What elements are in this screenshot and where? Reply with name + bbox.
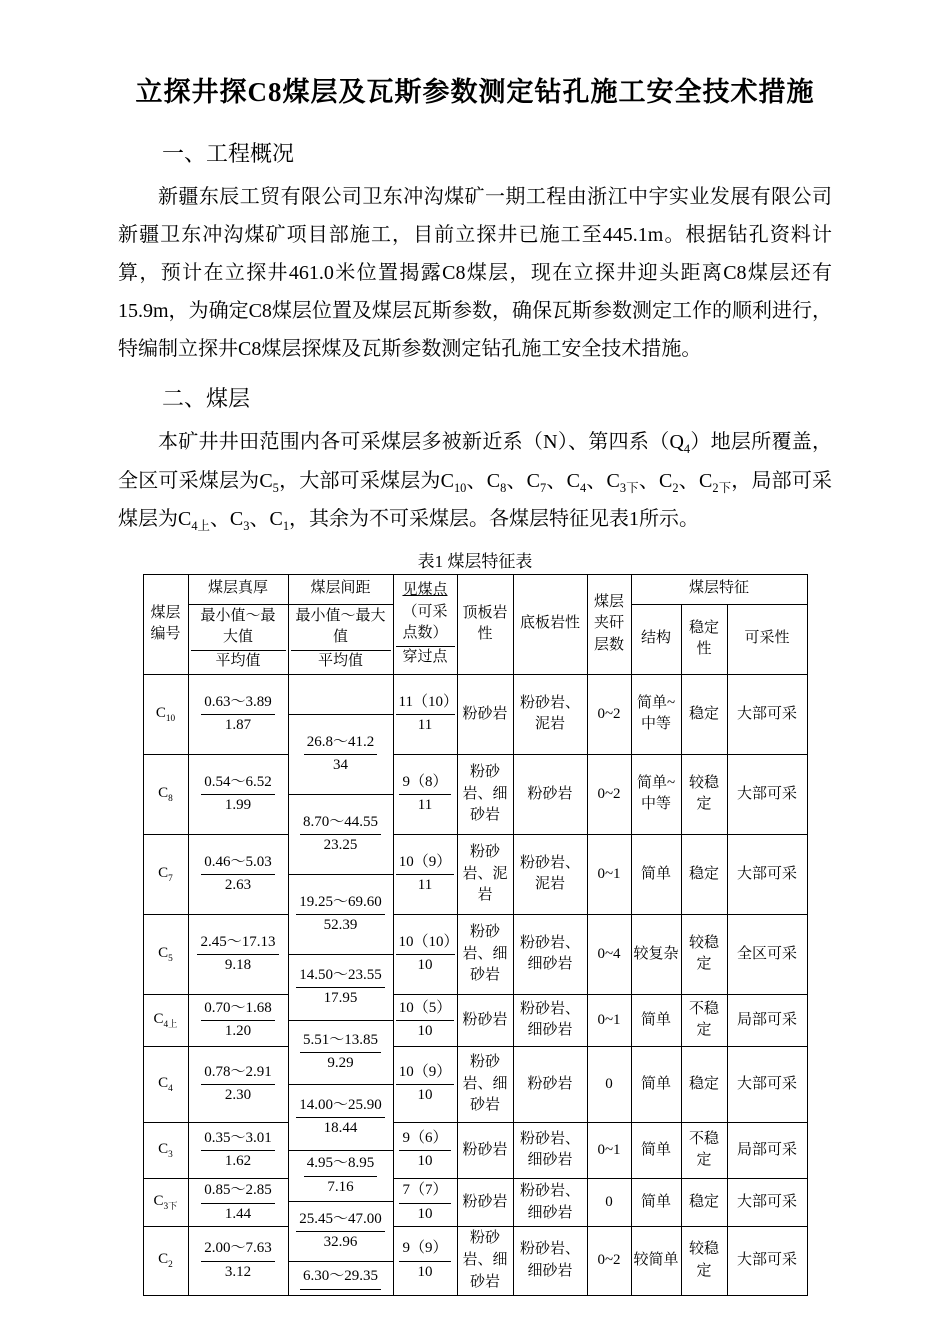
points-cell: 9（6） 10 [393,1122,457,1178]
stability-cell: 较稳定 [681,754,727,834]
section-heading-overview: 一、工程概况 [162,141,295,166]
points-cell: 10（9） 11 [393,834,457,914]
roof-cell: 粉砂岩 [457,1178,513,1227]
col-header-points: 见煤点（可采点数） 穿过点 [393,574,457,674]
spacing-cell: 19.25～69.60 52.39 [288,874,393,954]
structure-cell: 简单~中等 [631,674,681,754]
table-row [143,1227,807,1261]
stability-cell: 稳定 [681,1178,727,1227]
thickness-cell: 0.46～5.03 2.63 [188,834,288,914]
structure-cell: 简单 [631,834,681,914]
structure-cell: 简单 [631,1178,681,1227]
spacing-cell: 4.95～8.95 7.16 [288,1150,393,1201]
thickness-cell: 0.54～6.52 1.99 [188,754,288,834]
col-header-features: 煤层特征 [631,574,807,604]
gangue-cell: 0 [587,1178,631,1227]
structure-cell: 简单 [631,1122,681,1178]
roof-cell: 粉砂岩 [457,674,513,754]
col-subheader-thickness-minmax: 最小值～最大值 平均值 [188,604,288,674]
stability-cell: 稳定 [681,1046,727,1122]
floor-cell: 粉砂岩、细砂岩 [513,1122,587,1178]
minability-cell: 大部可采 [727,674,807,754]
seam-id-cell: $C_{10}$ [143,674,188,754]
minability-cell: 大部可采 [727,1227,807,1295]
stability-cell: 稳定 [681,674,727,754]
floor-cell: 粉砂岩 [513,1046,587,1122]
gangue-cell: 0~1 [587,834,631,914]
table-caption: 表1 煤层特征表 [417,551,533,571]
roof-cell: 粉砂岩 [457,1122,513,1178]
points-cell: 9（8） 11 [393,754,457,834]
table-row [143,994,807,1020]
floor-cell: 粉砂岩、细砂岩 [513,914,587,994]
gangue-cell: 0~2 [587,674,631,754]
gangue-cell: 0~2 [587,754,631,834]
stability-cell: 不稳定 [681,1122,727,1178]
spacing-cell: 26.8～41.2 34 [288,714,393,794]
col-header-gangue: 煤层夹矸层数 [587,574,631,674]
points-cell: 9（9） 10 [393,1227,457,1295]
thickness-cell: 2.45～17.13 9.18 [188,914,288,994]
minability-cell: 大部可采 [727,834,807,914]
col-subheader-structure: 结构 [631,604,681,674]
points-cell: 10（9） 10 [393,1046,457,1122]
structure-cell: 简单~中等 [631,754,681,834]
roof-cell: 粉砂岩 [457,994,513,1046]
coal-seam-table [143,574,808,1296]
spacing-cell: 25.45～47.00 32.96 [288,1201,393,1261]
thickness-cell: 0.35～3.01 1.62 [188,1122,288,1178]
table-body [143,674,807,1295]
seam-id-cell: $C_2$ [143,1227,188,1295]
spacing-cell [288,674,393,714]
col-header-roof: 顶板岩性 [457,574,513,674]
col-header-seam-id: 煤层编号 [143,574,188,674]
table-row [143,754,807,794]
section-paragraph-coal-seams: 本矿井井田范围内各可采煤层多被新近系（N）、第四系$(Q_4)$地层所覆盖，全区可采煤层为$C_5$，大部可采煤层为$C_{10}$、$C_8$、$C_7$、$C_4$、$C_{3下}$、$C_2$、$C_{2下}$，局部可采煤层为$C_{4上}$、$C_3$、$C_1$，其余为不可采煤层。各煤层特征见表1所示。 [118,431,833,534]
points-cell: 11（10） 11 [393,674,457,754]
minability-cell: 大部可采 [727,754,807,834]
table-row [143,1046,807,1084]
spacing-cell: 14.00～25.90 18.44 [288,1084,393,1150]
spacing-cell: 8.70～44.55 23.25 [288,794,393,874]
stability-cell: 稳定 [681,834,727,914]
table-row [143,834,807,874]
points-cell: 10（5） 10 [393,994,457,1046]
col-header-spacing: 煤层间距 [288,574,393,604]
minability-cell: 大部可采 [727,1046,807,1122]
gangue-cell: 0~2 [587,1227,631,1295]
thickness-cell: 0.85～2.85 1.44 [188,1178,288,1227]
col-subheader-stability: 稳定性 [681,604,727,674]
spacing-cell: 14.50～23.55 17.95 [288,954,393,1020]
minability-cell: 全区可采 [727,914,807,994]
seam-id-cell: $C_4$ [143,1046,188,1122]
floor-cell: 粉砂岩、细砂岩 [513,994,587,1046]
minability-cell: 局部可采 [727,994,807,1046]
table-header [143,574,807,674]
floor-cell: 粉砂岩 [513,754,587,834]
floor-cell: 粉砂岩、细砂岩 [513,1178,587,1227]
floor-cell: 粉砂岩、细砂岩 [513,1227,587,1295]
thickness-cell: 0.70～1.68 1.20 [188,994,288,1046]
col-subheader-minability: 可采性 [727,604,807,674]
stability-cell: 较稳定 [681,914,727,994]
roof-cell: 粉砂岩、细砂岩 [457,914,513,994]
roof-cell: 粉砂岩、细砂岩 [457,754,513,834]
structure-cell: 较简单 [631,1227,681,1295]
thickness-cell: 0.78～2.91 2.30 [188,1046,288,1122]
col-header-thickness: 煤层真厚 [188,574,288,604]
seam-id-cell: $C_3$ [143,1122,188,1178]
points-header-fraction: 见煤点（可采点数） [396,580,455,647]
gangue-cell: 0~4 [587,914,631,994]
section-heading-coal-seams: 二、煤层 [162,386,251,411]
seam-id-cell: $C_8$ [143,754,188,834]
points-cell: 7（7） 10 [393,1178,457,1227]
stability-cell: 较稳定 [681,1227,727,1295]
document-title: 立探井探C8煤层及瓦斯参数测定钻孔施工安全技术措施 [135,77,815,107]
seam-id-cell: $C_7$ [143,834,188,914]
spacing-cell: 5.51～13.85 9.29 [288,1020,393,1084]
thickness-cell: 2.00～7.63 3.12 [188,1227,288,1295]
table-row [143,674,807,714]
col-subheader-spacing-minmax: 最小值～最大值 平均值 [288,604,393,674]
seam-id-cell: $C_{3下}$ [143,1178,188,1227]
floor-cell: 粉砂岩、泥岩 [513,674,587,754]
roof-cell: 粉砂岩、泥岩 [457,834,513,914]
stability-cell: 不稳定 [681,994,727,1046]
structure-cell: 较复杂 [631,914,681,994]
table-row [143,1122,807,1150]
gangue-cell: 0 [587,1046,631,1122]
gangue-cell: 0~1 [587,994,631,1046]
thickness-cell: 0.63～3.89 1.87 [188,674,288,754]
structure-cell: 简单 [631,1046,681,1122]
col-header-floor: 底板岩性 [513,574,587,674]
seam-id-cell: $C_{4上}$ [143,994,188,1046]
structure-cell: 简单 [631,994,681,1046]
table-row [143,914,807,954]
minability-cell: 大部可采 [727,1178,807,1227]
spacing-cell: 6.30～29.35 [288,1261,393,1295]
points-cell: 10（10） 10 [393,914,457,994]
floor-cell: 粉砂岩、泥岩 [513,834,587,914]
table-row [143,1178,807,1201]
section-paragraph-overview: 新疆东辰工贸有限公司卫东冲沟煤矿一期工程由浙江中宇实业发展有限公司新疆卫东冲沟煤矿项目部施工，目前立探井已施工至445.1m。根据钻孔资料计算，预计在立探井461.0米位置揭露C8煤层，现在立探井迎头距离C8煤层还有15.9m，为确定C8煤层位置及煤层瓦斯参数，确保瓦斯参数测定工作的顺利进行，特编制立探井C8煤层探煤及瓦斯参数测定钻孔施工安全技术措施。 [118,186,832,360]
seam-id-cell: $C_5$ [143,914,188,994]
table-header-row-1 [143,574,807,604]
minability-cell: 局部可采 [727,1122,807,1178]
gangue-cell: 0~1 [587,1122,631,1178]
roof-cell: 粉砂岩、细砂岩 [457,1046,513,1122]
roof-cell: 粉砂岩、细砂岩 [457,1227,513,1295]
